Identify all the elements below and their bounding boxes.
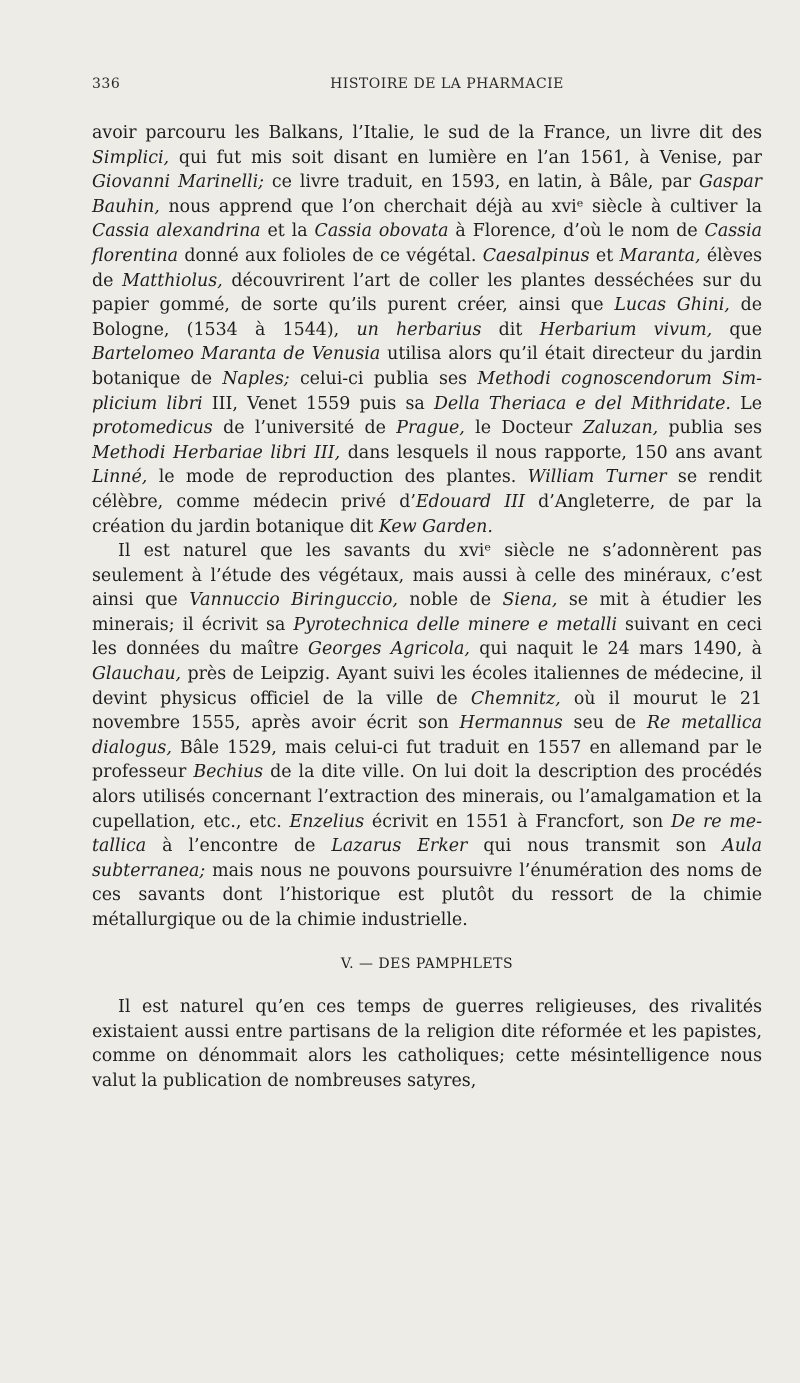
italic-run: Giovanni Marinelli;: [92, 172, 265, 193]
italic-run: Herbarium vivum,: [539, 319, 713, 340]
text-run: noble de: [397, 590, 503, 611]
text-run: nous apprend que l’on cherchait déjà au xviᵉ siècle à cultiver la: [159, 196, 762, 217]
text-run: utilisa alors qu’il était directeur du jardin botanique de: [92, 344, 762, 389]
text-run: dans lesquels il nous rapporte, 150 ans avant: [340, 442, 762, 463]
italic-run: Gaspar Bauhin,: [92, 172, 762, 217]
text-run: à l’encontre de: [146, 836, 332, 857]
text-run: mais nous ne pouvons poursuivre l’énumération des noms de ces savants dont l’historique est plutôt du ressort de la chimie métallurgique ou de la chimie industrielle.: [92, 860, 762, 930]
paragraph: [92, 539, 762, 933]
italic-run: Georges Agricola,: [308, 639, 470, 660]
italic-run: Siena,: [502, 590, 558, 611]
running-header: [92, 76, 762, 92]
text-run: seu de: [562, 713, 647, 734]
text-run: découvrirent l’art de coller les plantes desséchées sur du papier gommé, de sorte qu’ils purent créer, ainsi que: [92, 270, 763, 316]
text-run: le Docteur: [464, 418, 583, 439]
italic-run: Bartelomeo Maranta de Venusia: [92, 344, 381, 365]
text-run: publia ses: [658, 418, 763, 439]
italic-run: un herbarius: [356, 319, 482, 340]
running-title: HISTOIRE DE LA PHARMACIE: [330, 76, 564, 92]
text-run: près de Leipzig. Ayant suivi les écoles italiennes de médecine, il devint physicus officiel de la ville de: [92, 664, 762, 709]
text-run: Bâle 1529, mais celui-ci fut traduit en 1557 en allemand par le professeur: [92, 737, 762, 783]
text-run: le mode de reproduction des plantes.: [147, 467, 528, 488]
italic-run: Re metallica dialogus,: [92, 713, 762, 758]
text-run: se mit à étudier les minerais; il écrivit sa: [92, 590, 762, 635]
text-run: de l’université de: [212, 418, 397, 439]
italic-run: Bechius: [193, 762, 264, 783]
text-run: Il est naturel que les savants du xviᵉ siècle ne s’adonnèrent pas seulement à l’étude des végétaux, mais aussi à celle des minéraux, c’est ainsi que: [92, 541, 762, 611]
text-run: à Florence, d’où le nom de: [448, 221, 705, 242]
text-run: dit: [481, 319, 540, 340]
italic-run: Methodi Herbariae libri III,: [92, 442, 341, 463]
body-text: [92, 121, 762, 1094]
italic-run: Cassia alexandrina: [92, 221, 261, 242]
italic-run: Glauchau,: [92, 664, 182, 685]
text-run: et: [589, 245, 620, 266]
italic-run: Pyrotechnica delle minere e metalli: [293, 614, 618, 635]
italic-run: Vannuccio Biringuccio,: [189, 590, 398, 611]
text-run: qui fut mis soit disant en lumière en l’an 1561, à Venise, par: [169, 147, 762, 168]
paragraph: [92, 995, 762, 1093]
text-run: de la dite ville. On lui doit la description des procédés alors utilisés concernant l’extraction des minerais, ou l’amalgamation et la cupellation, etc., etc.: [92, 762, 762, 832]
italic-run: Matthiolus,: [122, 270, 223, 291]
italic-run: De re metallica: [92, 811, 762, 857]
italic-run: Methodi cognoscendorum Simplicium libri: [92, 368, 763, 414]
text-run: se rendit célèbre, comme médecin privé d’: [92, 467, 762, 512]
italic-run: Lazarus Erker: [331, 836, 468, 857]
italic-run: Edouard III: [415, 491, 525, 512]
text-run: écrivit en 1551 à Francfort, son: [364, 811, 671, 832]
text-run: qui naquit le 24 mars 1490, à: [469, 639, 762, 660]
section-title: V. — DES PAMPHLETS: [340, 955, 514, 972]
italic-run: Della Theriaca e del Mithridate.: [433, 393, 731, 414]
italic-run: William Turner: [527, 467, 667, 488]
italic-run: Lucas Ghini,: [614, 295, 730, 316]
italic-run: Naples;: [222, 368, 290, 389]
italic-run: Maranta,: [619, 245, 701, 266]
text-run: Il est naturel qu’en ces temps de guerres religieuses, des rivalités existaient aussi entre partisans de la religion dite réformée et les papistes, comme on dénommait alors les catholiques; cette mésintelligence nous valut la publication de nombreuses satyres,: [92, 997, 762, 1091]
italic-run: Prague,: [396, 418, 465, 439]
italic-run: Cassia florentina: [92, 221, 763, 266]
text-run: III, Venet 1559 puis sa: [202, 393, 434, 414]
page-number: 336: [92, 76, 121, 92]
text-run: de Bologne, (1534 à 1544),: [92, 295, 762, 340]
text-run: où il mourut le 21 novembre 1555, après avoir écrit son: [92, 688, 762, 734]
text-run: élèves de: [92, 245, 763, 291]
italic-run: Chemnitz,: [470, 688, 561, 709]
italic-run: Zaluzan,: [582, 418, 659, 439]
italic-run: Aula subterranea;: [92, 836, 762, 881]
paragraph: [92, 121, 762, 539]
text-run: donné aux folioles de ce végétal.: [178, 245, 483, 266]
text-run: ce livre traduit, en 1593, en latin, à Bâle, par: [264, 172, 699, 193]
italic-run: Caesalpinus: [482, 245, 590, 266]
italic-run: Hermannus: [459, 713, 563, 734]
text-run: qui nous transmit son: [467, 836, 723, 857]
text-run: d’Angleterre, de par la création du jardin botanique dit: [92, 491, 762, 537]
text-run: que: [712, 319, 763, 340]
text-run: et la: [260, 221, 315, 242]
italic-run: protomedicus: [92, 418, 213, 439]
italic-run: Cassia obovata: [314, 221, 449, 242]
text-run: Le: [730, 393, 762, 414]
text-run: celui-ci publia ses: [289, 368, 478, 389]
italic-run: Enzelius: [289, 811, 365, 832]
italic-run: Linné,: [92, 467, 148, 488]
text-run: suivant en ceci les données du maître: [92, 614, 762, 660]
text-run: avoir parcouru les Balkans, l’Italie, le sud de la France, un livre dit des: [92, 123, 762, 143]
italic-run: Kew Garden.: [378, 516, 493, 537]
italic-run: Simplici,: [92, 147, 170, 168]
